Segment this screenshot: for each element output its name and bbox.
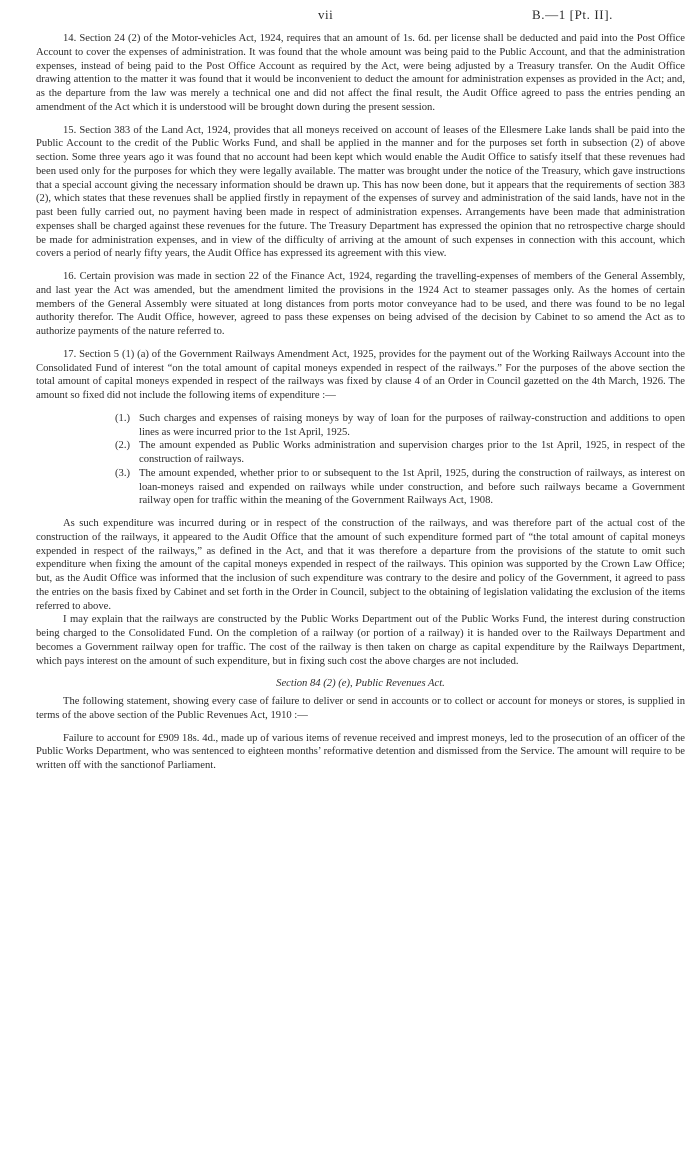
paragraph-14: 14. Section 24 (2) of the Motor-vehicles Act, 1924, requires that an amount of 1s. 6d. per license shall be deducted and paid into the Post Office Account to cover the expenses of administration. It was found that the whole amount was being paid to the Public Account, and that the administration expenses, instead of being paid to the Post Office Account as required by the Act, were being adjusted by a Treasury transfer. On the Audit Office drawing attention to the matter it was found that it would be inconvenient to deduct the amount for administration expenses as provided in the Act; and, as the departure from the law was merely a technical one and did not affect the final result, the Audit Office agreed to pass the entries pending an amendment of the Act which it is understood will be brought down during the present session.	[36, 33, 685, 113]
page-number: vii	[318, 7, 334, 22]
list-item: (1.) Such charges and expenses of raising moneys by way of loan for the purposes of railway-construction and additions to open lines as were incurred prior to the 1st April, 1925.	[115, 412, 685, 438]
paragraph-15: 15. Section 383 of the Land Act, 1924, provides that all moneys received on account of leases of the Ellesmere Lake lands shall be paid into the Public Account to the credit of the Public Works Fund, and shall be applied in the manner and for the purposes set forth in subsection (2) of above section. Some three years ago it was found that no account had been kept which would enable the Audit Office to satisfy itself that these revenues had been used only for the purposes for which they were legally available. The matter was brought under the notice of the Treasury, which gave instructions that a special account giving the necessary information should be drawn up. This has now been done, but it appears that the requirements of section 383 (2), which states that these revenues shall be applied firstly in repayment of the expenses of survey and administration of the said lands, have not in the past been fully carried out, no payment having been made in respect of administration expenses. Arrangements have been made that administration expenses shall be charged against these revenues for the future. The Treasury Department has expressed the opinion that no retrospective charge should be made for administration expenses, and in view of the difficulty of arriving at the amount of such expenses in connection with this account, which covers a period of nearly fifty years, the Audit Office has expressed its agreement with this view.	[36, 124, 685, 260]
document-reference: B.—1 [Pt. II].	[532, 7, 613, 22]
list-item: (3.) The amount expended, whether prior to or subsequent to the 1st April, 1925, during the construction of railways, as interest on loan-moneys raised and expended on railways while under construction, and before such railways became a Government railway open for traffic within the meaning of the Government Railways Act, 1908.	[115, 467, 685, 507]
page-header	[0, 8, 700, 28]
section-heading: Section 84 (2) (e), Public Revenues Act.	[276, 678, 445, 690]
paragraph-failure-to-account: Failure to account for £909 18s. 4d., made up of various items of revenue received and imprest moneys, led to the prosecution of an officer of the Public Works Department, who was sentenced to eighteen months’ reformative detention and dismissed from the Service. The amount will require to be written off with the sanctionof Parliament.	[36, 732, 685, 771]
document-body	[36, 32, 685, 782]
paragraph-statement: The following statement, showing every case of failure to deliver or send in accounts or to collect or account for moneys or stores, is supplied in terms of the above section of the Public Revenues Act, 1910 :—	[36, 696, 685, 721]
list-item: (2.) The amount expended as Public Works administration and supervision charges prior to the 1st April, 1925, in respect of the construction of railways.	[115, 440, 685, 465]
paragraph-explanation: I may explain that the railways are constructed by the Public Works Department out of the Public Works Fund, the interest during construction being charged to the Consolidated Fund. On the completion of a railway (or portion of a railway) it is handed over to the Railways Department and becomes a Government railway open for traffic. The cost of the railway is then taken on charge as capital expenditure by the Railways Department, which pays interest on the amount of such expenditure, but in fixing such cost the above charges are not included.	[36, 614, 685, 667]
paragraph-16: 16. Certain provision was made in section 22 of the Finance Act, 1924, regarding the travelling-expenses of members of the General Assembly, and last year the Act was amended, but the amendment limited the provisions in the 1924 Act to steamer passages only. As the homes of certain members of the General Assembly were situated at long distances from ports motor conveyance had to be used, and there was found to be no legal authority therefor. The Audit Office, however, agreed to pass these expenses on being advised of the decision by Cabinet to so amend the Act as to authorize payments of the nature referred to.	[36, 271, 685, 337]
expenditure-items-list	[36, 412, 685, 508]
paragraph-as-such-expenditure: As such expenditure was incurred during or in respect of the construction of the railways, and was therefore part of the actual cost of the construction of the railways, it appeared to the Audit Office that the amount of such expenditure formed part of “the total amount of capital moneys expended in respect of the railways,” as defined in the Act, and that it was therefore a departure from the provisions of the statute to omit such expenditure when fixing the amount of the capital moneys expended in respect of the railways. This opinion was supported by the Crown Law Office; but, as the Audit Office was informed that the inclusion of such expenditure was contrary to the desire and policy of the Government, it agreed to pass the entries on the basis fixed by Cabinet and set forth in the Order in Council, subject to the obtaining of legislation validating the exclusion of the items referred to above.	[36, 518, 685, 612]
paragraph-17: 17. Section 5 (1) (a) of the Government Railways Amendment Act, 1925, provides for the payment out of the Working Railways Account into the Consolidated Fund of interest “on the total amount of capital moneys expended in respect of the railways.” For the purposes of the above section the total amount of capital moneys expended in respect of the railways was fixed by clause 4 of an Order in Council gazetted on the 4th March, 1926. The amount so fixed did not include the following items of expenditure :—	[36, 348, 685, 401]
